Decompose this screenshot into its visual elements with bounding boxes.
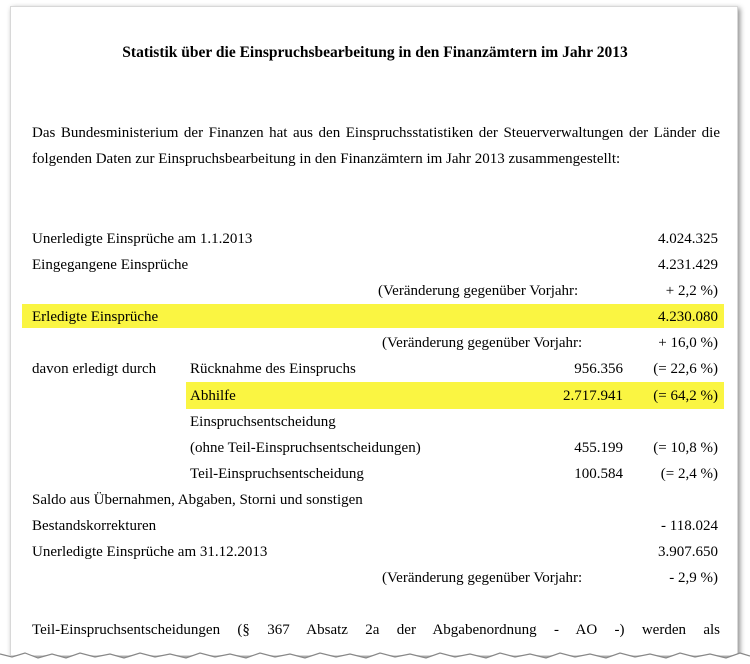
row-saldo-label1: Saldo aus Übernahmen, Abgaben, Storni und sonstigen bbox=[32, 492, 363, 508]
row-einspruchsentscheidung-pct: (= 10,8 %) bbox=[653, 440, 718, 456]
row-veraenderung3-label: (Veränderung gegenüber Vorjahr: bbox=[382, 570, 583, 586]
row-davon-label: davon erledigt durch bbox=[32, 361, 157, 377]
row-veraenderung1-value: + 2,2 %) bbox=[665, 283, 718, 299]
row-unerledigt-start-label: Unerledigte Einsprüche am 1.1.2013 bbox=[32, 231, 253, 247]
row-veraenderung3-value: - 2,9 %) bbox=[669, 570, 718, 586]
footer-paragraph: Teil-Einspruchsentscheidungen (§ 367 Absatz 2a der Abgabenordnung - AO -) werden als bbox=[32, 622, 720, 638]
row-abhilfe-pct: (= 64,2 %) bbox=[653, 388, 718, 404]
row-einspruchsentscheidung-label1: Einspruchsentscheidung bbox=[190, 414, 336, 430]
row-unerledigt-end-value: 3.907.650 bbox=[658, 544, 718, 560]
intro-paragraph: Das Bundesministerium der Finanzen hat aus den Einspruchsstatistiken der Steuerverwaltungen der Länder die folgenden Daten zur Einspruchsbearbeitung in den Finanzämtern im Jahr 2013 zusammengestellt: bbox=[32, 125, 720, 167]
row-unerledigt-end-label: Unerledigte Einsprüche am 31.12.2013 bbox=[32, 544, 268, 560]
row-abhilfe-value: 2.717.941 bbox=[563, 388, 623, 404]
row-veraenderung1-label: (Veränderung gegenüber Vorjahr: bbox=[378, 283, 579, 299]
row-eingegangen-value: 4.231.429 bbox=[658, 257, 718, 273]
row-teil-pct: (= 2,4 %) bbox=[660, 466, 718, 482]
row-abhilfe-label: Abhilfe bbox=[190, 388, 236, 404]
row-veraenderung2-label: (Veränderung gegenüber Vorjahr: bbox=[382, 335, 583, 351]
row-saldo-label2: Bestandskorrekturen bbox=[32, 518, 157, 534]
row-einspruchsentscheidung-value: 455.199 bbox=[574, 440, 623, 456]
row-einspruchsentscheidung-label2: (ohne Teil-Einspruchsentscheidungen) bbox=[190, 440, 421, 456]
torn-edge bbox=[0, 646, 750, 664]
row-teil-value: 100.584 bbox=[574, 466, 623, 482]
row-veraenderung2-value: + 16,0 %) bbox=[658, 335, 718, 351]
row-teil-label: Teil-Einspruchsentscheidung bbox=[190, 466, 364, 482]
row-unerledigt-start-value: 4.024.325 bbox=[658, 231, 718, 247]
row-ruecknahme-label: Rücknahme des Einspruchs bbox=[190, 361, 356, 377]
row-eingegangen-label: Eingegangene Einsprüche bbox=[32, 257, 189, 273]
row-saldo-value: - 118.024 bbox=[661, 518, 718, 534]
row-ruecknahme-pct: (= 22,6 %) bbox=[653, 361, 718, 377]
document-title: Statistik über die Einspruchsbearbeitung in den Finanzämtern im Jahr 2013 bbox=[122, 44, 628, 61]
row-ruecknahme-value: 956.356 bbox=[574, 361, 623, 377]
highlight-abhilfe bbox=[186, 382, 724, 409]
row-erledigt-label: Erledigte Einsprüche bbox=[32, 309, 159, 325]
row-erledigt-value: 4.230.080 bbox=[658, 309, 718, 325]
